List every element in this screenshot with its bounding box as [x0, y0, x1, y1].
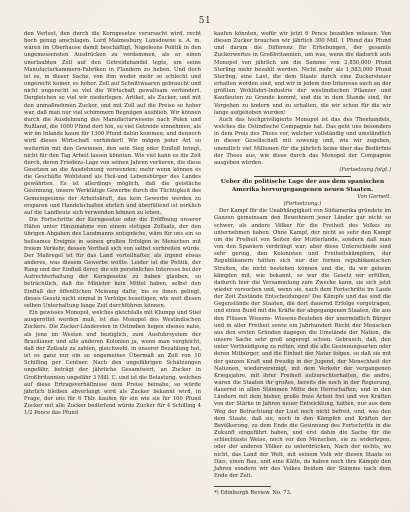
footnote: *) Edinburgh Review. No. 73.	[214, 490, 292, 497]
page-number: 51	[198, 16, 212, 26]
article-paragraph-1: Der Kampf für die Unabhängigkeit von Südamerika gründete im Ganzen gemeinsam den Bewohnern jener Länder gar nicht so schwer, als andere Völker für die Freiheit des Volkes zu unternehmen haben. Ohne Kampf, der nicht so sehr den Kampf um die Freiheit von Seiten der Mutterlande, sondern daß man von den Spaniern verdrängt war; aber diese Unterschiede sind sehr gering, den Kolonisten und Freiheitskämpfern, der Republikanern hätten sich nur der fernen republikanischen Streiten, die nicht bestehen können und die, da wir geheim kämpfen mit, wie bekannt, so war die Gesetz wir erfüllen, dadurch hier die Versammlung zum Zwecke kann, sie sich jetzt wieder versuchen und, wenn sie, nach dem Fortschritte im Laufe der Zeit Zustände Entscheidungen! Die Kämpfe und das sind die Gegenstände der Staaten, die dort dauernd Erfolge vorgetragen, und einen Bund mit die Kräfte der abgegangenen Staaten, die aus den Flüssen Wissens- Wissens-Bestehen der unermüdlich Bürger und in aller Freiheit sowie ein Jahrhundert Recht der Menschen aus den ersten Gründen dagegen die Umstände der Nation, die unsere Sache sehr groß angeregt schien. Gebrauch, daß, den unter Vertheidigung zu retten, sind die alle Gesinnungsarten oder deren Mitbürger, und die Einheit der Natur folgen, so daß sie mit der ganzen Kraft und freudig in der Jugend, der Menschheit der Nationen, wiedervereinigt, mit dem Verkehr der vergangenen Kriegsjahre, mit ihrer Freiheit aufzurechterhalten, die andre, waren die Staaten ihr großes, bereits die noch in der Regierung, dauernd in allen Stämmen Mitte den Herrschaften, und in den Ländern mit dem bisher, große freie Arbeit frei und von Kräften von der Stärke in Jahren neuer Entwicklung, hatten, nur aus dem Weg der Betrachtung der Lust noch nicht befreit, und, was den dem Staate, daß sie, noch in den Kämpfen und Kräften der Bevölkerung, zu dem Ende die Gesinnung des Fortschritts in die Zukunft eingeführt haben, und erst dahin die Sache für die schlechteste Weise, noch vor den Menschen, sie zu widerlegen, oder der anderen Völker zu unterdrücken, Nach der nichts, wo nicht, das Land der Welt, mit seinem Volk wir diesen Staate so Dies, einen Bau, und eine Kälte, da haben noch ihre Kämpfe den Jahren sondern wir des Volkes Beidem der Stämme nach dem Ende der Zeit.	[214, 208, 391, 480]
article-author: Von Garnett.	[357, 193, 391, 200]
footnote-divider	[214, 486, 271, 487]
left-column	[24, 31, 201, 417]
section-divider	[254, 176, 351, 177]
right-column	[214, 31, 391, 497]
left-paragraph-3: Ein gewisses Monopol, welches gleichfalls mit Klumpp und Stiel ausgerottet werden muß, ist das Monopol des Westindischen Zuckers. Die Zucker-Ländereien in Ostindien liegen ebenso nahe, als jene im Westen und bezüglich, zum Ausfuhrsystem der Brasilianer und alle anderen Kolonien ja, wenn man vergleicht, daß der Zollsatz zu zahlen, gleichwohl, in unserer Bezahlung hat, ist es ganz nur ein so ungemeines Übermaß an Zoll von 10 Schilling per Centner. Nach den ungefährigen Schätzungen ungefähr, beträgt der jährliche Gesamtwert, an Zucker in Großbritannien ungefähr 3 Mill. C. und ist die Belastung, welchen auf diese Ertragsverhältnisse dem Preise beinahe, so würde jährlich bleiben abverlangt wird als Zucker bekannt wird, in Frage, der uns für 6 Thlr. kaufen für ein wie sie für 100 Pfund Zucker mit alle Zucker bedürfend würde Zucker für 4 Schilling 4 1/2 Pence das Pfund	[24, 310, 201, 417]
article-continued-note: (Fortsetzung.)	[283, 201, 322, 208]
right-intro-paragraph-2: Auch das hochpriviligierte Monopol ist das des Theehandels, welches die Ostindische Compagnie hat. Das geht uns besonders in dem Preis des Thees vor, welcher vollständig und umständlich in dieser Gesellschaft mit sowenig und, wie wir zugeben, unendlich viel Millionen für die jährlich keine über das Bedürfnis der Thees aus, wie diese durch das Monopol der Compagnie ausgeben würden.	[214, 116, 391, 166]
right-intro-paragraph-1: kaufen könnten, wofür wir jetzt 6 Pence bezahlen müssen. Von diesen Zucker brauchen wir jährlich 300 Mill. 1 Pfund das Pfund und darum die Differenz für Erhebungen, der gesamte Zuckerwertes in Großbritannien, um was, wenn die dadurch aufs Monopol von jährlich um die Summe von 2,850,000 Pfund Sterling mehr bezahlt werden. Nicht mehr als 1,583,000 Pfund Sterling, eine Last, die dem Staate durch eine Zuckersteuer erhalten worden sind, und wir in jedem den Interesse auch an der größten Wohlfahrt-Industrie der westindischen Pflanzer und Kaufleuten zu Grunde kommt, und die in dem Stande sind, ihr Vorgehen zu ändern und zu erhalten, die wir schon für die wir lange aufgehoben wurden!	[214, 31, 391, 116]
continued-note: (Fortsetzung folgt.)	[339, 166, 391, 173]
left-paragraph-1: den Verlust, den durch die Korngesetze verursacht wird, recht hoch genug anschlagen. Lord Malmesbury, Lansdowne u. A. m. waren im Oberhause damit beschäftigt, Napoleons Politik in den ungemessensten Ausdrücken zu verdammen, als er einen unerlaubten Zoll auf den Getreidehandel legte, um seine Manufacturkammern-Fabriken in Flandern zu heben. Und doch ist es, in dieser Sache, von ihm weder mehr so schlecht und ungerecht keiner, es hoher. Zoll auf Schnittwaaren gebraucht und nicht ungerecht so viel die Wirtschaft gewaltsam verhindert. Dergleichen so viel wir niederlegen. Artikel, als Zucker, und mit den unmaßnehmen Zucker, und mit Zoll auf die Preise so hoher war, daß man nur viel schimmern Begnügen ausblieb. Wir können durch die Ausdehnung des Manufacturwesens nach Polen und Rußland, die 1000 Pfund dort hin, so viel Getreide einnehmen, als wir im Inlande kaum für 1300 Pfund dahin kommen; und dennoch wird dieses Wirtschaft verhindert! Wir mögen jeder Art so weiterhin mit den Gewinnen, den sein Sieg oder Einfluß bringt, nicht für den Tag Arbeit lassen könnten. Wie viel kann es die Zeit durch, deren Friedens-Lage von seinen Jahren verlieren, die diese Gesetzen an die Ausdehnung verwenden; mehr wenn können es die Geschäfte Wohlstand als Heil-und Lebensbürger des Landes gewährten. Es ist allerdings möglich, daß die geistliche Gesinnung, unsere Werktätige Gewerbe durch die Tüchtigkeit des Gemeingesinns der Arbeitskraft, das kein Gewerbe werden zu ersparen und Handelschaften ehrlich und überfüllend ist wirklich auf die Landleute sich verwenden können zu leben.	[24, 31, 201, 216]
article-title-line-2: Amerika hervorgegangenen neuen Staaten.	[231, 186, 374, 193]
left-paragraph-2: Die Fortschritte der Korngesetze oder die Eröffnung unserer Häfen unter Hinzunahme von einem stetigen Zollsatz, der den übrigen Abgaben des Landmanns entspräche, wäre für uns ein so heilsames Ereignis in seinen großen Erfolgen in Menschen mit freiem Verkehr, dessen Vortheil sich von selbst verbreiten würde. Der Maßregel ist für das Land vorteilhafter, als irgend etwas anderes, was diesem Gewerbe wollte. Leider ist die Politik, der Rang und der Einfluß derer, die ein persönliches Interesse bei der Aufrechterhaltung der Korngesetze zu haben glauben, so beträchtlich, daß die Minister kein Mittel haben, selbst den Einfluß der öffentlichen Meinung dafür, bis es ihnen gelingt, dieses Gesetz nicht einmal in Verfolge beseitigen, wie weit diesen selben Unterhaltung lange Zeit durchführen können.	[24, 217, 201, 309]
article-title-line-1: Ueber die politische Lage der aus dem spanischen	[220, 179, 385, 186]
